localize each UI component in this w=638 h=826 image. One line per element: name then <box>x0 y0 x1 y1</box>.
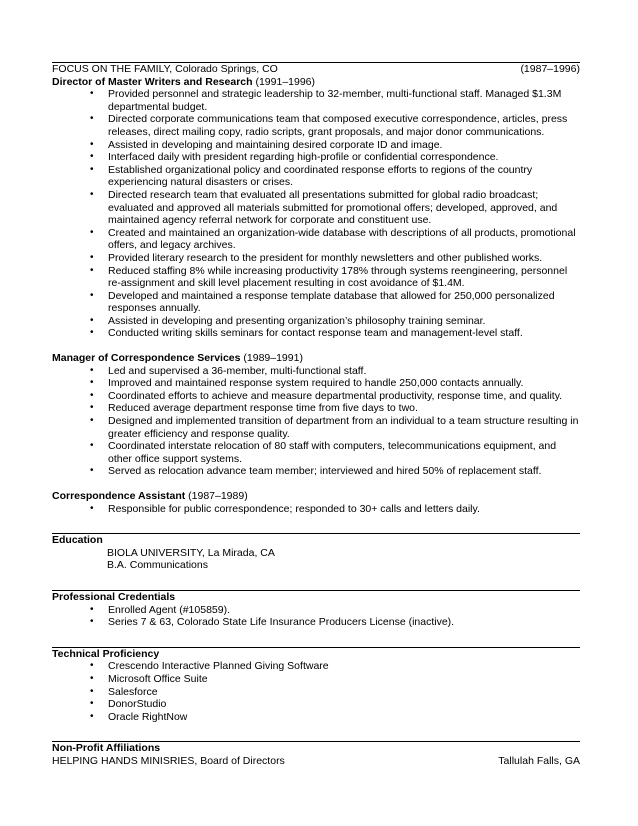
list-item: • Provided personnel and strategic leadership to 32-member, multi-functional staff. Managed $1.3M departmental budget. <box>52 88 580 113</box>
list-item: • Assisted in developing and presenting organization’s philosophy training seminar. <box>52 315 580 328</box>
role-title: Manager of Correspondence Services <box>52 352 241 365</box>
credentials-list <box>52 604 580 629</box>
employer-line <box>52 63 580 76</box>
list-item: • Designed and implemented transition of department from an individual to a team structure resulting in greater efficiency and response quality. <box>52 415 580 440</box>
role-dates: (1991–1996) <box>252 75 316 88</box>
role-bullet-list <box>52 503 580 516</box>
role-dates: (1987–1989) <box>185 490 248 502</box>
credentials-heading: Professional Credentials <box>52 590 176 603</box>
list-item: • Created and maintained an organization-wide database with descriptions of all products, promotional offers, and legacy archives. <box>52 227 580 252</box>
list-item: • Responsible for public correspondence; responded to 30+ calls and letters daily. <box>52 503 580 516</box>
list-item: • Coordinated interstate relocation of 80 staff with computers, telecommunications equipment, and other office support systems. <box>52 440 580 465</box>
employer-name: FOCUS ON THE FAMILY, Colorado Springs, CO <box>52 63 278 75</box>
list-item: • Crescendo Interactive Planned Giving Software <box>52 660 580 673</box>
list-item: • Series 7 & 63, Colorado State Life Insurance Producers License (inactive). <box>52 616 580 629</box>
role-bullet-list <box>52 365 580 478</box>
list-item: • Directed corporate communications team that composed executive correspondence, articles, press releases, direct mailing copy, radio scripts, grant proposals, and major donor communications. <box>52 113 580 138</box>
list-item: • Improved and maintained response system required to handle 250,000 contacts annually. <box>52 377 580 390</box>
education-degree: B.A. Communications <box>107 559 208 572</box>
list-item: • Served as relocation advance team member; interviewed and hired 50% of replacement staff. <box>52 465 580 478</box>
list-item: • Developed and maintained a response template database that allowed for 250,000 personalized responses annually. <box>52 290 580 315</box>
list-item: • Enrolled Agent (#105859). <box>52 604 580 617</box>
list-item: • DonorStudio <box>52 698 580 711</box>
resume-page <box>52 62 580 768</box>
education-school: BIOLA UNIVERSITY, La Mirada, CA <box>107 546 275 559</box>
list-item: • Reduced average department response time from five days to two. <box>52 402 580 415</box>
list-item: • Conducted writing skills seminars for contact response team and management-level staff. <box>52 327 580 340</box>
role-heading <box>52 76 580 89</box>
education-heading: Education <box>52 534 103 547</box>
technical-heading: Technical Proficiency <box>52 647 160 660</box>
affiliations-heading: Non-Profit Affiliations <box>52 742 161 755</box>
list-item: • Led and supervised a 36-member, multi-functional staff. <box>52 365 580 378</box>
list-item: • Provided literary research to the president for monthly newsletters and other published works. <box>52 252 580 265</box>
list-item: • Assisted in developing and maintaining desired corporate ID and image. <box>52 139 580 152</box>
role-heading <box>52 352 580 365</box>
role-heading <box>52 490 580 503</box>
employer-dates: (1987–1996) <box>520 63 580 75</box>
list-item: • Reduced staffing 8% while increasing productivity 178% through systems reengineering, personnel re-assignment and skill level placement resulting in cost avoidance of $1.4M. <box>52 265 580 290</box>
list-item: • Interfaced daily with president regarding high-profile or confidential correspondence. <box>52 151 580 164</box>
affiliation-line <box>52 755 580 768</box>
role-title: Correspondence Assistant <box>52 490 186 502</box>
role-bullet-list <box>52 88 580 340</box>
list-item: • Coordinated efforts to achieve and measure departmental productivity, response time, and quality. <box>52 390 580 403</box>
affiliation-location: Tallulah Falls, GA <box>498 754 580 767</box>
list-item: • Established organizational policy and coordinated response efforts to regions of the country experiencing natural disasters or crises. <box>52 164 580 189</box>
role-title: Director of Master Writers and Research <box>52 75 253 88</box>
list-item: • Directed research team that evaluated all presentations submitted for global radio broadcast; evaluated and approved all materials submitted for promotional offers; developed, approved, and maintained agency referral network for corporate and constituent use. <box>52 189 580 227</box>
affiliation-org: HELPING HANDS MINISRIES, Board of Directors <box>52 754 285 767</box>
technical-list <box>52 660 580 723</box>
role-dates: (1989–1991) <box>240 352 303 365</box>
list-item: • Salesforce <box>52 686 580 699</box>
list-item: • Oracle RightNow <box>52 711 580 724</box>
list-item: • Microsoft Office Suite <box>52 673 580 686</box>
